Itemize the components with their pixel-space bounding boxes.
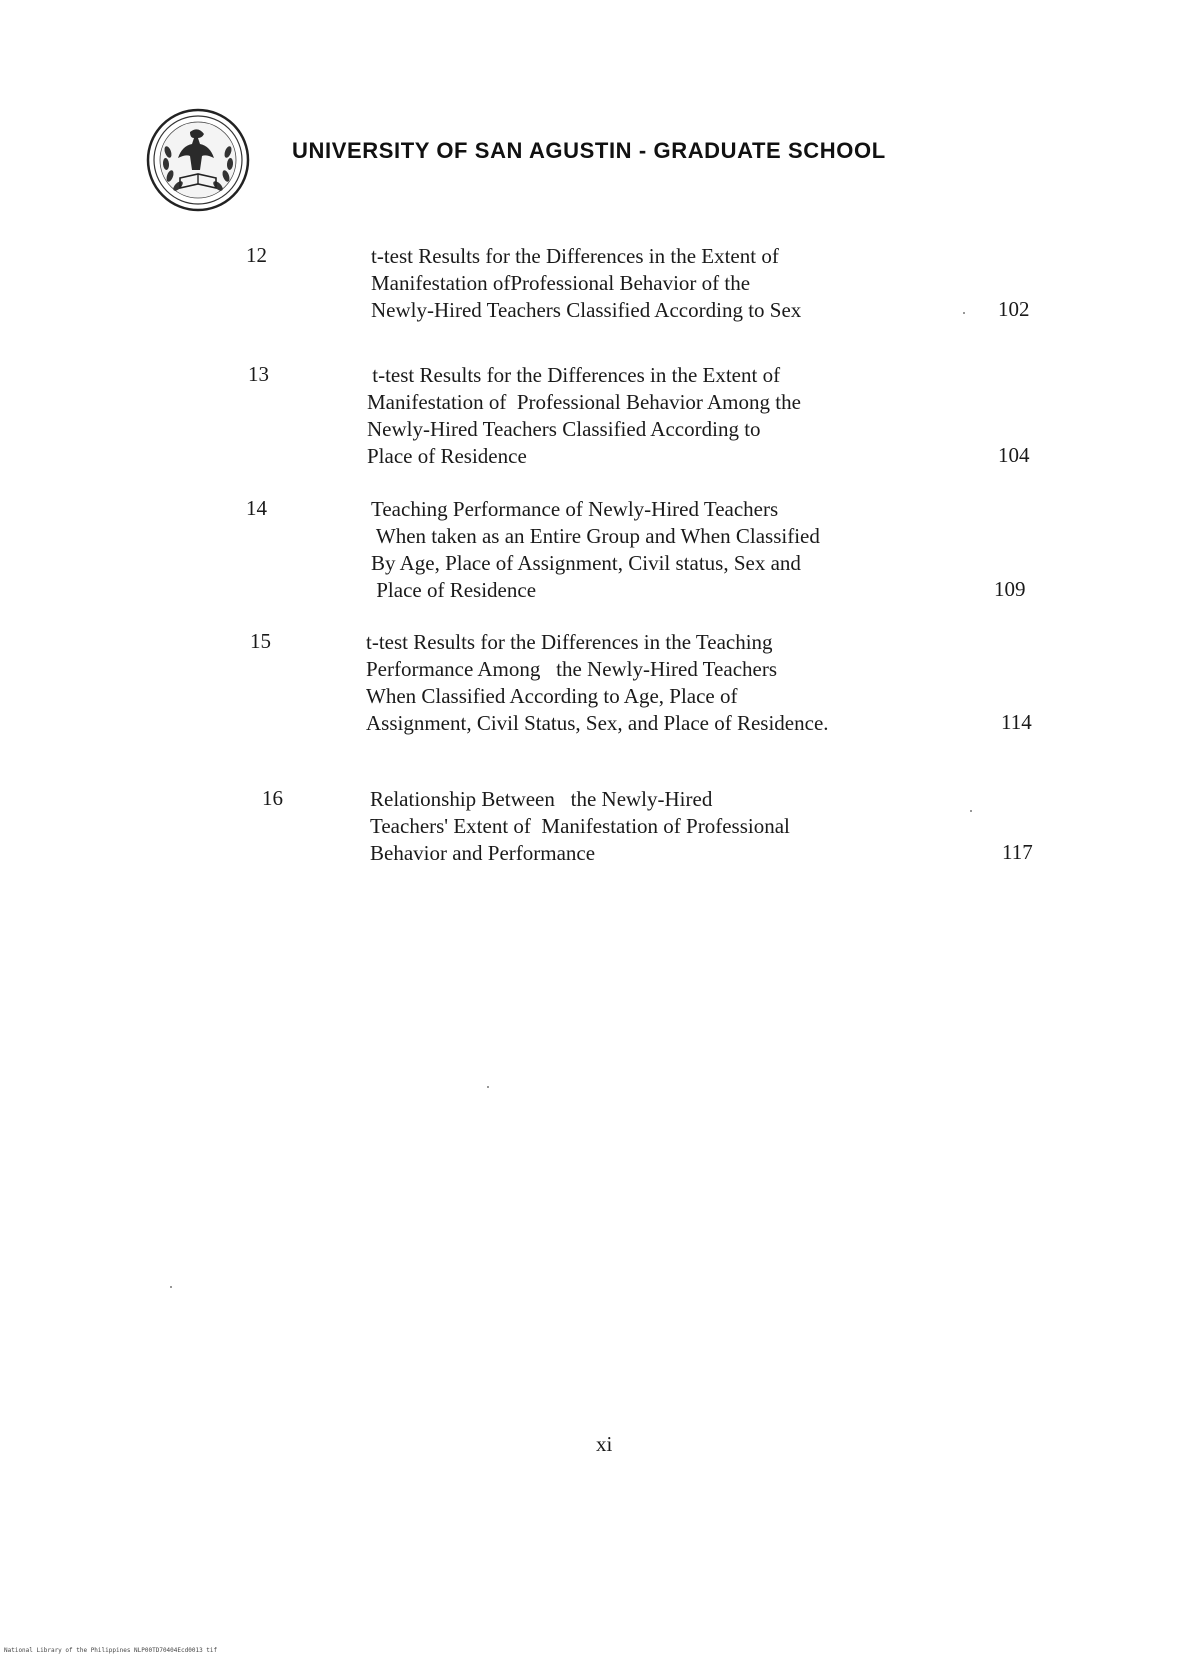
table-title-line: Newly-Hired Teachers Classified According to [367,417,761,441]
table-number: 15 [250,629,271,653]
scan-footer-note: National Library of the Philippines NLP00TD70404Ecd0013 tif [4,1647,218,1654]
table-title-line: t-test Results for the Differences in the Extent of [367,363,781,387]
table-title-line: Teachers' Extent of Manifestation of Professional [370,814,790,838]
table-title-line: Newly-Hired Teachers Classified According to Sex [371,298,802,322]
table-title [367,362,927,470]
table-title-line: Manifestation ofProfessional Behavior of the [371,271,751,295]
table-title-line: Place of Residence [371,578,537,602]
page-reference: 104 [998,443,1030,467]
page-reference: 102 [998,297,1030,321]
scan-speck [170,1286,172,1288]
table-number: 12 [246,243,267,267]
table-number: 16 [262,786,283,810]
table-title-line: Relationship Between the Newly-Hired [370,787,713,811]
page-number: xi [596,1432,613,1456]
table-title [366,629,926,737]
table-title-line: Behavior and Performance [370,841,596,865]
page-reference: 109 [994,577,1026,601]
table-title-line: When taken as an Entire Group and When Classified [371,524,820,548]
university-seal-icon [146,108,250,212]
page-reference: 117 [1002,840,1033,864]
scan-speck [963,312,965,314]
page-reference: 114 [1001,710,1032,734]
table-title [371,243,931,324]
table-title [370,786,930,867]
table-title-line: Assignment, Civil Status, Sex, and Place of Residence. [366,711,829,735]
table-title-line: Teaching Performance of Newly-Hired Teachers [371,497,779,521]
institution-header: UNIVERSITY OF SAN AGUSTIN - GRADUATE SCHOOL [292,138,886,163]
table-number: 14 [246,496,267,520]
table-title-line: When Classified According to Age, Place of [366,684,738,708]
table-number: 13 [248,362,269,386]
table-title [371,496,931,604]
table-title-line: t-test Results for the Differences in the Extent of [371,244,779,268]
table-title-line: Manifestation of Professional Behavior Among the [367,390,801,414]
scan-speck [970,810,972,812]
table-title-line: By Age, Place of Assignment, Civil status, Sex and [371,551,801,575]
table-title-line: Place of Residence [367,444,527,468]
table-title-line: Performance Among the Newly-Hired Teachers [366,657,777,681]
scan-speck [487,1086,489,1088]
table-title-line: t-test Results for the Differences in the Teaching [366,630,773,654]
